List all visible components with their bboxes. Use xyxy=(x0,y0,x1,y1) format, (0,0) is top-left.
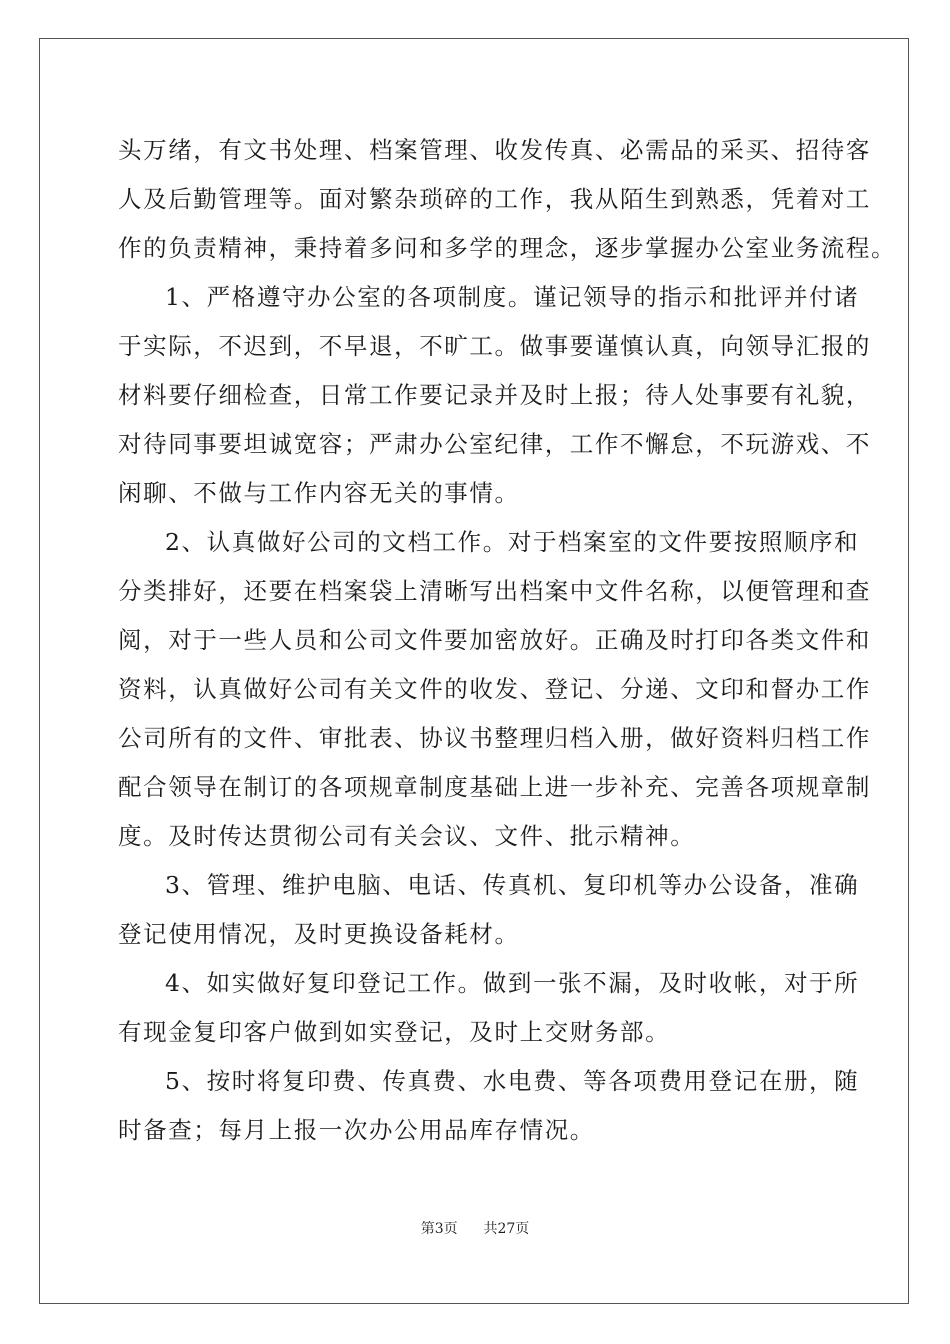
text-line: 头万绪，有文书处理、档案管理、收发传真、必需品的采买、招待客 xyxy=(118,136,871,164)
text-line: 资料，认真做好公司有关文件的收发、登记、分递、文印和督办工作 xyxy=(118,675,871,703)
text-line: 材料要仔细检查，日常工作要记录并及时上报；待人处事要有礼貌， xyxy=(118,381,871,409)
text-line: 2、认真做好公司的文档工作。对于档案室的文件要按照顺序和 xyxy=(165,528,860,556)
text-line: 4、如实做好复印登记工作。做到一张不漏，及时收帐，对于所 xyxy=(165,969,860,997)
text-line: 于实际，不迟到，不早退，不旷工。做事要谨慎认真，向领导汇报的 xyxy=(118,332,871,360)
text-line: 人及后勤管理等。面对繁杂琐碎的工作，我从陌生到熟悉，凭着对工 xyxy=(118,185,871,213)
text-line: 3、管理、维护电脑、电话、传真机、复印机等办公设备，准确 xyxy=(165,871,860,899)
text-line: 登记使用情况，及时更换设备耗材。 xyxy=(118,920,520,948)
text-line: 分类排好，还要在档案袋上清晰写出档案中文件名称，以便管理和查 xyxy=(118,577,871,605)
text-line: 对待同事要坦诚宽容；严肃办公室纪律，工作不懈怠，不玩游戏、不 xyxy=(118,430,871,458)
text-line: 阅，对于一些人员和公司文件要加密放好。正确及时打印各类文件和 xyxy=(118,626,871,654)
text-line: 时备查；每月上报一次办公用品库存情况。 xyxy=(118,1116,595,1144)
document-body xyxy=(118,126,897,1155)
text-line: 度。及时传达贯彻公司有关会议、文件、批示精神。 xyxy=(118,822,696,850)
text-line: 1、严格遵守办公室的各项制度。谨记领导的指示和批评并付诸 xyxy=(165,283,860,311)
text-line: 作的负责精神，秉持着多问和多学的理念，逐步掌握办公室业务流程。 xyxy=(118,234,897,262)
text-line: 公司所有的文件、审批表、协议书整理归档入册，做好资料归档工作 xyxy=(118,724,871,752)
page-number: 第3页 xyxy=(420,1221,458,1237)
text-line: 配合领导在制订的各项规章制度基础上进一步补充、完善各项规章制 xyxy=(118,773,871,801)
text-line: 有现金复印客户做到如实登记，及时上交财务部。 xyxy=(118,1018,671,1046)
page-total: 共27页 xyxy=(483,1221,530,1237)
text-line: 5、按时将复印费、传真费、水电费、等各项费用登记在册，随 xyxy=(165,1067,860,1095)
text-line: 闲聊、不做与工作内容无关的事情。 xyxy=(118,479,520,507)
page-footer xyxy=(0,1218,950,1238)
